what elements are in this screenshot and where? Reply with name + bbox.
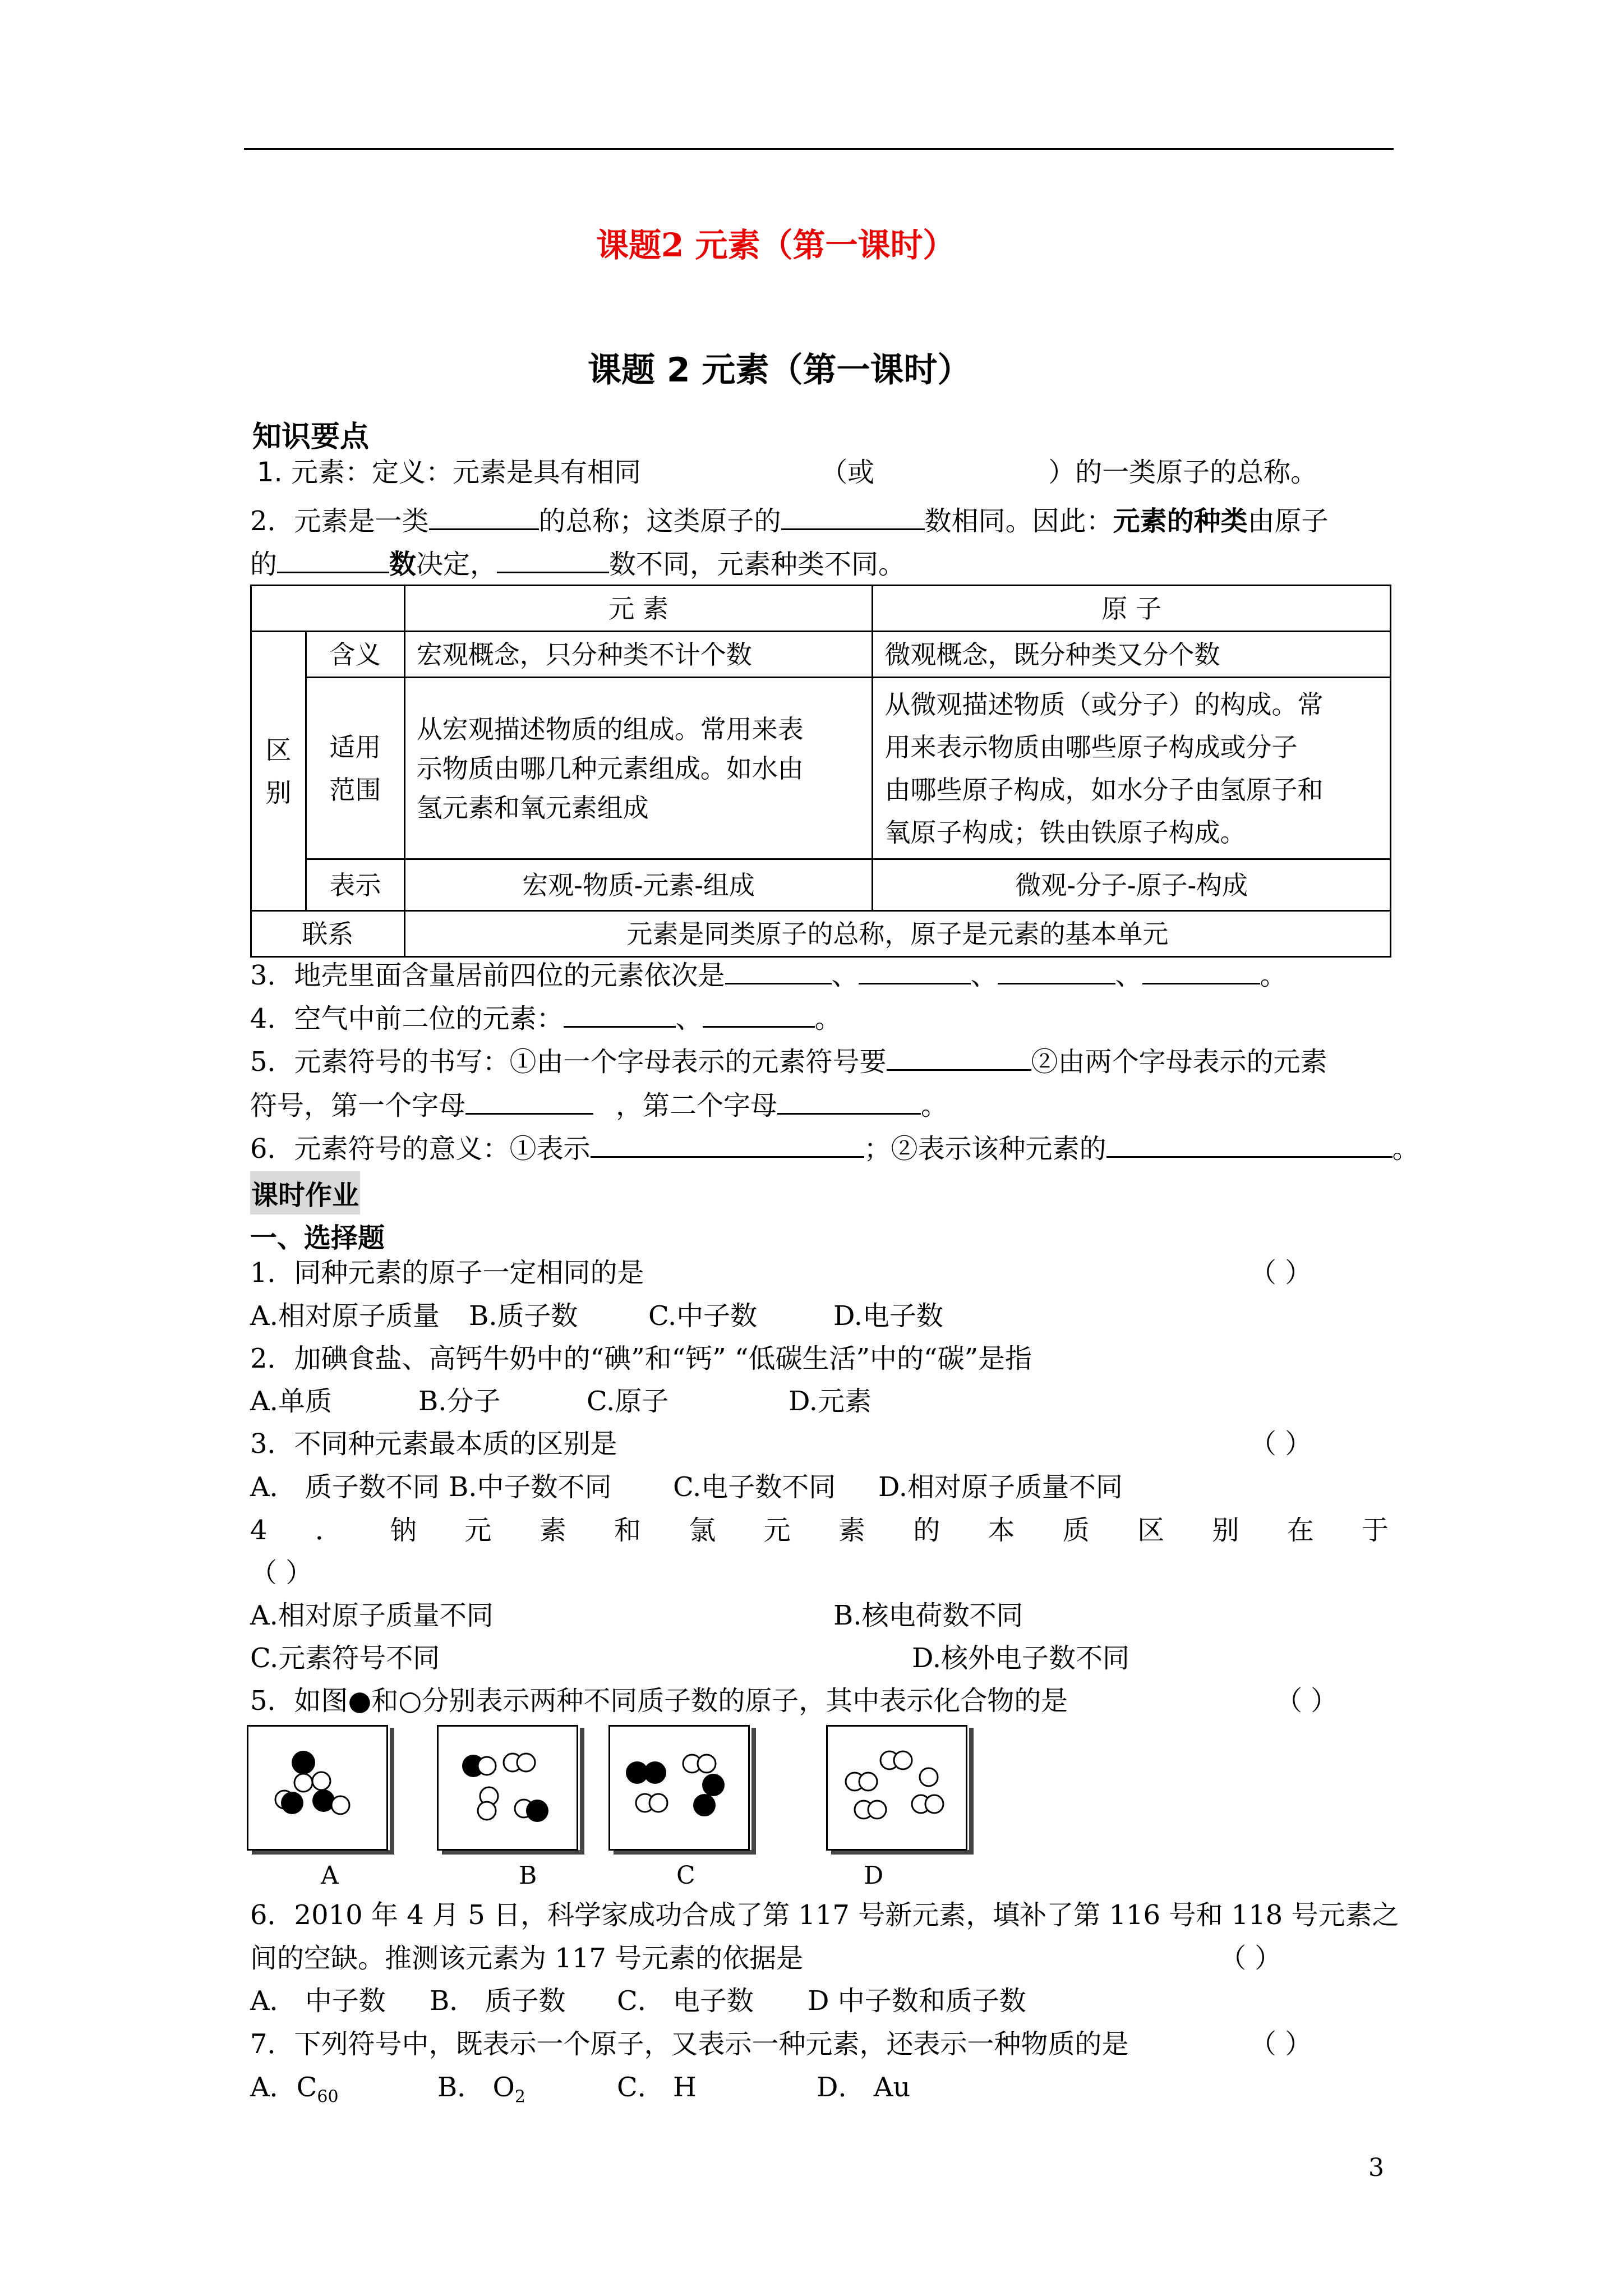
q4-stem-char: 别 — [1212, 1515, 1239, 1546]
q4-stem — [250, 1517, 1389, 1544]
point-1-text-c: ）的一类原子的总称。 — [1048, 457, 1318, 488]
page-title: 课题2 元素（第一课时） — [596, 226, 956, 264]
q4-option-c[interactable]: C.元素符号不同 — [250, 1642, 440, 1674]
row-label-meaning: 含义 — [306, 632, 404, 678]
q1-stem: 1．同种元素的原子一定相同的是 — [250, 1257, 644, 1289]
figure-a[interactable] — [247, 1725, 388, 1851]
blank[interactable] — [998, 958, 1115, 984]
blank[interactable] — [564, 1001, 676, 1028]
blank[interactable] — [1106, 1131, 1393, 1158]
q1-option-d[interactable]: D.电子数 — [833, 1300, 944, 1332]
molecule-diagram-d — [828, 1727, 966, 1849]
molecule-diagram-c — [610, 1727, 748, 1849]
q4-stem-char: 在 — [1287, 1515, 1314, 1546]
point-2-text-a: 2．元素是一类 — [250, 505, 429, 537]
cell-line: 由哪些原子构成，如水分子由氢原子和 — [884, 774, 1324, 805]
blank[interactable] — [591, 1131, 864, 1158]
q7-stem: 7．下列符号中，既表示一个原子，又表示一种元素，还表示一种物质的是 — [250, 2028, 1129, 2060]
point-2-text-i: 数不同，元素种类不同。 — [609, 549, 906, 580]
q4-stem-char: 区 — [1137, 1515, 1165, 1546]
q7-option-b-subscript: 2 — [514, 2087, 525, 2107]
page-number: 3 — [1368, 2154, 1384, 2182]
figure-label-a: A — [321, 1861, 339, 1890]
point-1-text-a: 1. 元素：定义：元素是具有相同 — [257, 457, 642, 488]
q2-option-d[interactable]: D.元素 — [789, 1386, 872, 1417]
point-3-text: 3．地壳里面含量居前四位的元素依次是 — [250, 960, 725, 991]
q3-answer-paren[interactable]: （ ） — [1249, 1428, 1312, 1460]
q4-option-d[interactable]: D.核外电子数不同 — [912, 1642, 1130, 1674]
hollow-atom — [925, 1795, 943, 1813]
blank[interactable] — [429, 504, 539, 530]
figure-d[interactable] — [826, 1725, 967, 1851]
q4-stem-char: 素 — [838, 1515, 865, 1546]
q4-stem-char: 钠 — [390, 1515, 417, 1546]
hollow-atom — [894, 1751, 912, 1769]
point-2-text-d: 元素的种类 — [1113, 505, 1248, 537]
q6-option-d[interactable]: D 中子数和质子数 — [808, 1985, 1026, 2017]
q7-option-b-text: B． O — [437, 2072, 515, 2103]
q4-stem-char: 元 — [464, 1515, 492, 1546]
blank[interactable] — [777, 1088, 921, 1115]
hollow-atom — [649, 1794, 667, 1812]
q1-option-c[interactable]: C.中子数 — [648, 1300, 758, 1332]
q3-option-a[interactable]: A． 质子数不同 — [250, 1471, 440, 1503]
q4-stem-char: 和 — [614, 1515, 642, 1546]
q4-answer-paren[interactable]: （ ） — [250, 1557, 313, 1589]
q6-option-b[interactable]: B． 质子数 — [430, 1985, 566, 2017]
point-2-text-h: 决定， — [416, 549, 497, 580]
point-2-text-f: 的 — [250, 549, 278, 580]
separator: 、 — [831, 960, 859, 991]
cell-link: 元素是同类原子的总称，原子是元素的基本单元 — [404, 911, 1390, 957]
filled-atom — [644, 1761, 666, 1784]
point-4 — [250, 1001, 842, 1032]
hollow-atom — [294, 1774, 312, 1792]
q4-stem-char: 素 — [539, 1515, 566, 1546]
blank[interactable] — [887, 1045, 1031, 1071]
q4-stem-char: ． — [315, 1515, 342, 1546]
point-1-text-b: （或 — [820, 457, 875, 488]
hollow-atom — [517, 1754, 535, 1772]
hollow-atom — [698, 1755, 716, 1773]
q7-option-c[interactable]: C． H — [617, 2072, 697, 2103]
q7-option-a[interactable] — [250, 2074, 339, 2106]
point-2-text-c: 数相同。因此： — [924, 505, 1113, 537]
cell-line: 示物质由哪几种元素组成。如水由 — [416, 753, 804, 784]
section-heading-choice: 一、选择题 — [250, 1222, 385, 1254]
point-5-text-a: 5．元素符号的书写：①由一个字母表示的元素符号要 — [250, 1046, 887, 1078]
cell-element-representation: 宏观-物质-元素-组成 — [404, 859, 873, 911]
q7-option-d[interactable]: D． Au — [817, 2072, 911, 2103]
q6-stem-line-2: 间的空缺。推测该元素为 117 号元素的依据是 — [250, 1943, 804, 1974]
separator: 、 — [970, 960, 998, 991]
period: 。 — [814, 1003, 842, 1034]
molecule-diagram-a — [248, 1727, 386, 1849]
figure-label-b: B — [519, 1861, 537, 1890]
blank[interactable] — [859, 958, 971, 984]
point-2-text-b: 的总称；这类原子的 — [538, 505, 781, 537]
q1-option-b[interactable]: B.质子数 — [469, 1300, 578, 1332]
q4-stem-char: 于 — [1361, 1515, 1389, 1546]
hollow-atom — [859, 1773, 877, 1791]
figure-c[interactable] — [608, 1725, 750, 1851]
q7-option-a-subscript: 60 — [317, 2087, 339, 2107]
q6-option-a[interactable]: A． 中子数 — [250, 1985, 386, 2017]
col-header-atom: 原 子 — [873, 586, 1391, 632]
blank[interactable] — [703, 1001, 815, 1028]
row-header-difference — [251, 632, 306, 911]
q1-answer-paren[interactable]: （ ） — [1249, 1257, 1312, 1289]
section-heading-knowledge: 知识要点 — [252, 420, 370, 454]
page-subtitle: 课题 2 元素（第一课时） — [588, 351, 971, 390]
q6-option-c[interactable]: C． 电子数 — [617, 1985, 754, 2017]
point-5-text-c: 符号，第一个字母 — [250, 1090, 466, 1121]
point-5-line-1 — [250, 1045, 1327, 1078]
hollow-atom — [478, 1757, 496, 1775]
header-rule — [244, 148, 1394, 150]
point-5-text-d: ，第二个字母 — [616, 1090, 778, 1121]
point-5-line-2 — [250, 1088, 948, 1119]
q4-option-a[interactable]: A.相对原子质量不同 — [250, 1600, 494, 1631]
q7-answer-paren[interactable]: （ ） — [1249, 2028, 1312, 2060]
filled-atom — [281, 1792, 303, 1814]
point-2-text-g: 数 — [389, 549, 417, 580]
blank[interactable] — [277, 547, 389, 573]
separator: 、 — [1115, 960, 1142, 991]
point-6-text-b: ；②表示该种元素的 — [864, 1133, 1106, 1165]
q4-stem-char: 的 — [913, 1515, 940, 1546]
cell-element-meaning: 宏观概念，只分种类不计个数 — [404, 632, 873, 678]
cell-element-scope — [404, 678, 873, 859]
hollow-atom — [312, 1772, 330, 1790]
cell-line: 氢元素和氧元素组成 — [416, 792, 649, 823]
q3-option-c[interactable]: C.电子数不同 — [673, 1471, 836, 1503]
q4-stem-char: 元 — [763, 1515, 791, 1546]
separator: 、 — [675, 1003, 703, 1034]
hollow-atom — [478, 1802, 496, 1820]
q4-option-b[interactable]: B.核电荷数不同 — [833, 1600, 1023, 1631]
table-corner — [251, 586, 405, 632]
point-6-text-c: 。 — [1392, 1133, 1419, 1165]
blank[interactable] — [497, 547, 609, 573]
row-label-link: 联系 — [251, 911, 405, 957]
q2-stem: 2．加碘食盐、高钙牛奶中的“碘”和“钙” “低碳生活”中的“碳”是指 — [250, 1343, 1032, 1374]
point-4-text: 4．空气中前二位的元素： — [250, 1003, 564, 1034]
point-1 — [257, 459, 1317, 486]
figure-b[interactable] — [437, 1725, 578, 1851]
hollow-atom — [331, 1796, 349, 1814]
point-5-text-e: 。 — [921, 1090, 948, 1121]
filled-atom — [292, 1751, 315, 1774]
q6-stem-line-1: 6．2010 年 4 月 5 日，科学家成功合成了第 117 号新元素，填补了第 116 号和 118 号元素之 — [250, 1899, 1399, 1931]
point-5-text-b: ②由两个字母表示的元素 — [1031, 1046, 1327, 1078]
row-header-difference-text: 区别 — [265, 734, 292, 808]
cell-line: 从宏观描述物质的组成。常用来表 — [416, 714, 804, 744]
molecule-diagram-b — [439, 1727, 577, 1849]
cell-atom-meaning: 微观概念，既分种类又分个数 — [873, 632, 1391, 678]
row-label-scope — [306, 678, 404, 859]
section-heading-homework: 课时作业 — [250, 1171, 360, 1214]
row-label-scope-text: 适用范围 — [329, 731, 381, 805]
q4-stem-char: 本 — [988, 1515, 1015, 1546]
q4-stem-char: 4 — [250, 1515, 268, 1546]
q4-stem-char: 氯 — [689, 1515, 716, 1546]
cell-line: 氧原子构成；铁由铁原子构成。 — [884, 817, 1246, 848]
row-label-representation: 表示 — [306, 859, 404, 911]
element-atom-comparison-table — [250, 585, 1391, 958]
q7-option-b[interactable] — [437, 2074, 525, 2106]
filled-atom — [693, 1794, 716, 1816]
q3-option-d[interactable]: D.相对原子质量不同 — [878, 1471, 1123, 1503]
figure-label-d: D — [864, 1861, 884, 1890]
q2-option-a[interactable]: A.单质 — [250, 1386, 332, 1417]
q6-answer-paren[interactable]: （ ） — [1219, 1943, 1282, 1974]
filled-atom — [702, 1774, 725, 1796]
cell-line: 用来表示物质由哪些原子构成或分子 — [884, 731, 1298, 762]
q5-answer-paren[interactable]: （ ） — [1275, 1685, 1338, 1717]
q5-stem: 5．如图●和○分别表示两种不同质子数的原子，其中表示化合物的是 — [250, 1685, 1068, 1717]
hollow-atom — [920, 1768, 938, 1786]
q2-option-c[interactable]: C.原子 — [587, 1386, 669, 1417]
blank[interactable] — [1142, 958, 1260, 984]
figure-label-c: C — [676, 1861, 695, 1890]
cell-atom-representation: 微观-分子-原子-构成 — [873, 859, 1391, 911]
blank[interactable] — [781, 504, 925, 530]
q7-option-a-text: A．C — [250, 2072, 317, 2103]
period: 。 — [1260, 960, 1287, 991]
q3-option-b[interactable]: B.中子数不同 — [449, 1471, 612, 1503]
q2-option-b[interactable]: B.分子 — [418, 1386, 501, 1417]
point-2-text-e: 由原子 — [1247, 505, 1329, 537]
point-6-text-a: 6．元素符号的意义：①表示 — [250, 1133, 591, 1165]
point-2-line-2 — [250, 547, 905, 578]
cell-line: 从微观描述物质（或分子）的构成。常 — [884, 689, 1324, 720]
hollow-atom — [868, 1801, 886, 1819]
q4-stem-char: 质 — [1062, 1515, 1090, 1546]
blank[interactable] — [465, 1088, 593, 1115]
col-header-element: 元 素 — [404, 586, 873, 632]
point-2-line-1 — [250, 504, 1329, 535]
point-3 — [250, 958, 1287, 989]
q3-stem: 3．不同种元素最本质的区别是 — [250, 1428, 617, 1460]
q1-option-a[interactable]: A.相对原子质量 — [250, 1300, 440, 1332]
point-6 — [250, 1131, 1419, 1165]
cell-atom-scope — [873, 678, 1391, 859]
filled-atom — [526, 1800, 548, 1822]
blank[interactable] — [725, 958, 832, 984]
